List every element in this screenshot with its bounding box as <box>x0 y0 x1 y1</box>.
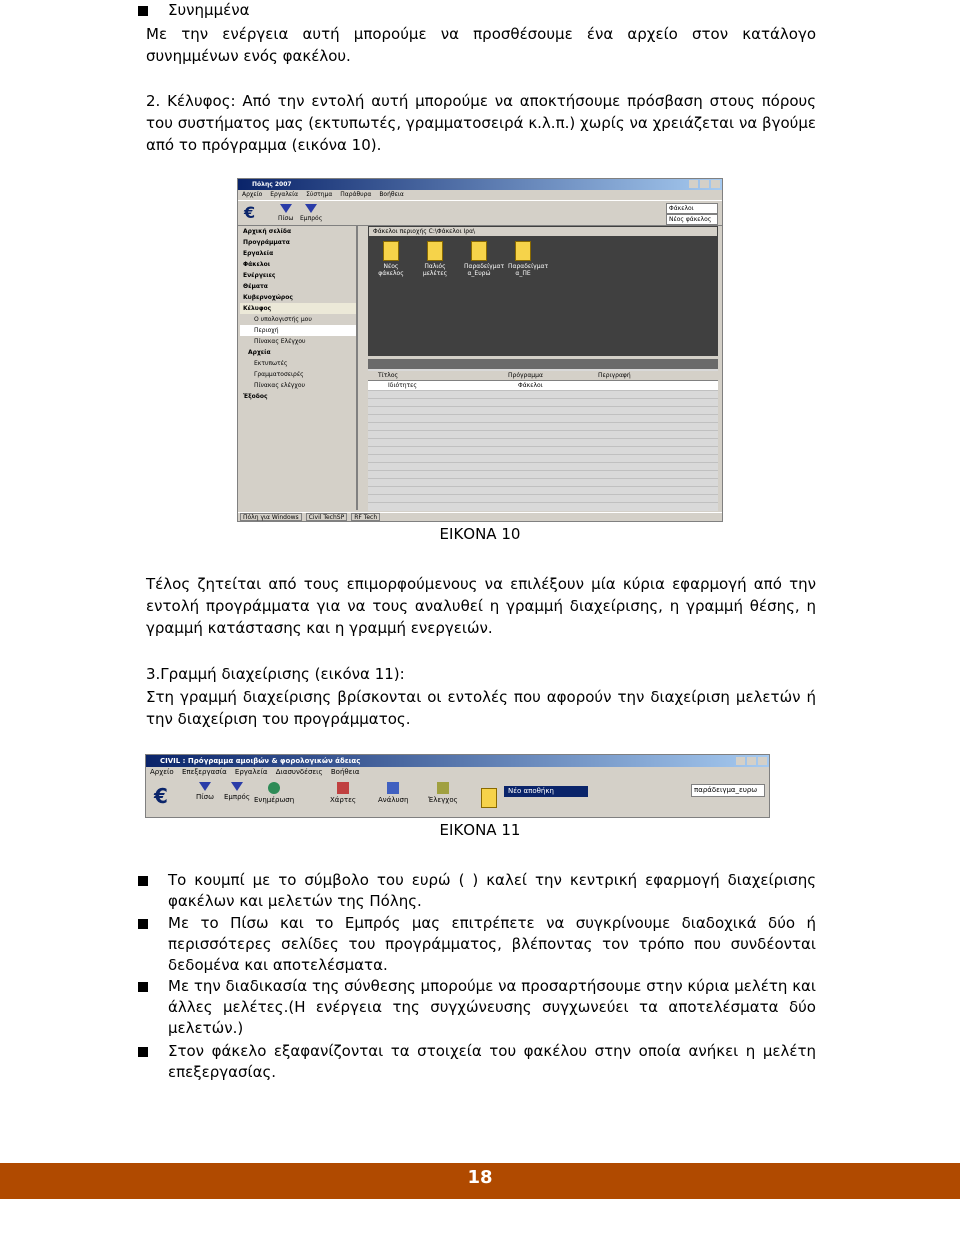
check-icon <box>437 782 449 794</box>
window-title: CIVIL : Πρόγραμμα αμοιβών & φορολογικών άδειας <box>160 757 361 765</box>
sidebar-subitem-fonts[interactable]: Γραμματοσειρές <box>254 371 304 378</box>
forward-button[interactable] <box>224 782 250 801</box>
forward-button[interactable] <box>300 204 322 222</box>
maps-button[interactable] <box>330 782 356 804</box>
bullet-attachments <box>146 0 816 21</box>
bullet-square-icon <box>138 1047 148 1057</box>
bullet-back-forward <box>146 913 816 976</box>
forward-arrow-icon <box>231 782 243 791</box>
end-paragraph: Τέλος ζητείται από τους επιμορφούμενους να επιλέξουν μία κύρια εφαρμογή από την εντολή προγράμματα για να τους αναλυθεί η γραμμή διαχείρισης, η γραμμή θέσης, η γραμμή κατάστασης και η γραμμή ενεργειών. <box>146 575 816 637</box>
new-folder-link[interactable]: Νέος φάκελος <box>666 214 718 225</box>
page-number: 18 <box>467 1167 493 1188</box>
sidebar-item-tools[interactable]: Εργαλεία <box>243 250 274 257</box>
folder-icon <box>427 241 443 261</box>
menu-help[interactable]: Βοήθεια <box>330 768 360 776</box>
bullet-composition <box>146 976 816 1039</box>
table-toolbar <box>368 359 718 369</box>
minimize-icon[interactable] <box>689 180 698 188</box>
figure-11-caption: ΕΙΚΟΝΑ 11 <box>439 821 521 839</box>
forward-label: Εμπρός <box>224 793 250 801</box>
taskbar-item[interactable]: Civil TechSP <box>306 513 348 521</box>
folder-path: Φάκελοι περιοχής C:\Φάκελοι Ιρα\ <box>369 227 717 236</box>
folder-item[interactable] <box>420 241 450 277</box>
bullet-text: Με την διαδικασία της σύνθεσης μπορούμε να προσαρτήσουμε στην κύρια μελέτη και άλλες μελέτες.(Η ενέργεια της συγχώνευσης συγχωνεύει τα αποτελέσματα δύο μελετών.) <box>168 977 816 1037</box>
back-arrow-icon <box>199 782 211 791</box>
analysis-label: Ανάλυση <box>378 796 409 804</box>
maps-label: Χάρτες <box>330 796 356 804</box>
figure-11-screenshot <box>145 754 770 818</box>
sidebar-subitem-control-panel[interactable]: Πίνακας Ελέγχου <box>254 338 306 345</box>
folder-item[interactable] <box>508 241 549 277</box>
section-3-paragraph: Στη γραμμή διαχείρισης βρίσκονται οι εντολές που αφορούν την διαχείριση μελετών ή την διαχείριση του προγράμματος. <box>146 688 816 728</box>
back-button[interactable] <box>278 204 293 222</box>
bullet-square-icon <box>138 6 148 16</box>
taskbar-item[interactable]: RF Tech <box>351 513 380 521</box>
bullet-euro-button <box>146 870 816 912</box>
figure-10-screenshot <box>237 178 723 522</box>
menu-bar <box>238 190 722 201</box>
cell-program: Φάκελοι <box>518 382 543 389</box>
col-program[interactable]: Πρόγραμμα <box>508 372 543 379</box>
menu-connections[interactable]: Διασυνδέσεις <box>275 768 323 776</box>
bullet-square-icon <box>138 982 148 992</box>
back-label: Πίσω <box>278 215 294 222</box>
figure-10-caption: ΕΙΚΟΝΑ 10 <box>439 525 521 543</box>
back-label: Πίσω <box>196 793 214 801</box>
col-title[interactable]: Τίτλος <box>378 372 399 379</box>
files-table <box>368 359 718 511</box>
folder-icons <box>368 237 718 281</box>
menu-file[interactable]: Αρχείο <box>150 768 174 776</box>
sidebar <box>240 226 358 510</box>
sidebar-item-home[interactable]: Αρχική σελίδα <box>243 228 292 235</box>
sidebar-item-files[interactable]: Αρχεία <box>248 349 271 356</box>
window-titlebar <box>146 755 769 767</box>
window-title: Πόλης 2007 <box>252 181 292 188</box>
taskbar <box>238 512 723 521</box>
table-row[interactable] <box>368 381 718 390</box>
taskbar-item[interactable]: Πόλη για Windows <box>240 513 302 521</box>
map-icon <box>337 782 349 794</box>
sidebar-item-programs[interactable]: Προγράμματα <box>243 239 290 246</box>
window-titlebar <box>238 179 722 190</box>
euro-icon[interactable]: € <box>244 203 256 222</box>
page-footer <box>0 1163 960 1199</box>
menu-bar <box>146 767 769 778</box>
sidebar-subitem-printers[interactable]: Εκτυπωτές <box>254 360 288 367</box>
back-arrow-icon <box>280 204 292 213</box>
bullet-square-icon <box>138 919 148 929</box>
table-header <box>368 371 718 381</box>
toolbar <box>146 778 769 816</box>
folder-icon <box>383 241 399 261</box>
storage-dropdown[interactable]: Νέο αποθήκη <box>504 786 588 797</box>
folder-item[interactable] <box>376 241 406 277</box>
menu-system[interactable]: Σύστημα <box>306 191 333 198</box>
menu-help[interactable]: Βοήθεια <box>379 191 404 198</box>
update-button[interactable] <box>254 782 294 804</box>
folder-label: Νέος φάκελος <box>378 263 404 277</box>
sidebar-item-shell[interactable]: Κέλυφος <box>240 303 356 314</box>
sidebar-item-folders[interactable]: Φάκελοι <box>243 261 271 268</box>
shell-paragraph: 2. Κέλυφος: Από την εντολή αυτή μπορούμε να αποκτήσουμε πρόσβαση στους πόρους του συστήματος μας (εκτυπωτές, γραμματοσειρά κ.λ.π.) χωρίς να χρειάζεται να βγούμε από το πρόγραμμα (εικόνα 10). <box>146 92 816 154</box>
folder-icon <box>471 241 487 261</box>
sidebar-item-topics[interactable]: Θέματα <box>243 283 268 290</box>
folder-label: Παραδείγματ α_ΠΕ <box>508 263 549 277</box>
sidebar-item-cyberspace[interactable]: Κυβερνοχώρος <box>243 294 293 301</box>
sidebar-item-actions[interactable]: Ενέργειες <box>243 272 276 279</box>
euro-icon[interactable]: € <box>154 784 168 808</box>
forward-label: Εμπρός <box>300 215 323 222</box>
menu-file[interactable]: Αρχείο <box>242 191 263 198</box>
cell-title: Ιδιότητες <box>388 382 417 389</box>
folder-icon <box>515 241 531 261</box>
sidebar-item-exit[interactable]: Έξοδος <box>243 393 268 400</box>
bullet-square-icon <box>138 876 148 886</box>
check-button[interactable] <box>428 782 458 804</box>
close-icon[interactable] <box>711 180 720 188</box>
menu-tools[interactable]: Εργαλεία <box>270 191 299 198</box>
sidebar-subitem-area[interactable]: Περιοχή <box>240 325 356 336</box>
analysis-icon <box>387 782 399 794</box>
folder-label: Παραδείγματ α_Ευρώ <box>464 263 505 277</box>
close-icon[interactable] <box>758 757 767 765</box>
folder-label: Παλιός μελέτες <box>422 263 448 277</box>
col-description[interactable]: Περιγραφή <box>598 372 631 379</box>
menu-tools[interactable]: Εργαλεία <box>234 768 268 776</box>
bullet-text: Το κουμπί με το σύμβολο του ευρώ ( ) καλεί την κεντρική εφαρμογή διαχείρισης φακέλων και μελετών της Πόλης. <box>168 871 816 910</box>
forward-arrow-icon <box>305 204 317 213</box>
menu-windows[interactable]: Παράθυρα <box>340 191 372 198</box>
minimize-icon[interactable] <box>736 757 745 765</box>
toolbar <box>238 201 722 226</box>
back-button[interactable] <box>196 782 214 801</box>
bullet-text: Με το Πίσω και το Εμπρός μας επιτρέπετε να συγκρίνουμε διαδοχικά δύο ή περισσότερες σελίδες του προγράμματος, βλέποντας τον τρόπο που συνδέονται δεδομένα και αποτελέσματα. <box>168 914 816 974</box>
sidebar-subitem-my-computer[interactable]: Ο υπολογιστής μου <box>254 316 312 323</box>
section-3-title: 3.Γραμμή διαχείρισης (εικόνα 11): <box>146 665 405 683</box>
attachments-paragraph: Με την ενέργεια αυτή μπορούμε να προσθέσουμε ένα αρχείο στον κατάλογο συνημμένων ενός φακέλου. <box>146 25 816 65</box>
bullet-text: Στον φάκελο εξαφανίζονται τα στοιχεία του φακέλου στην οποία ανήκει η μελέτη επεξεργασίας. <box>168 1042 816 1081</box>
update-label: Ενημέρωση <box>254 796 295 804</box>
table-empty-rows <box>368 390 718 508</box>
bullet-folder <box>146 1041 816 1083</box>
maximize-icon[interactable] <box>700 180 709 188</box>
folder-icon[interactable] <box>481 788 497 808</box>
bullet-text: Συνημμένα <box>168 1 250 19</box>
globe-icon <box>268 782 280 794</box>
study-link[interactable]: παράδειγμα_ευρω <box>691 784 765 797</box>
folders-panel-label[interactable]: Φάκελοι <box>666 203 718 214</box>
folders-view <box>368 226 718 356</box>
check-label: Έλεγχος <box>428 796 458 804</box>
menu-edit[interactable]: Επεξεργασία <box>181 768 227 776</box>
folder-item[interactable] <box>464 241 505 277</box>
sidebar-subitem-control-table[interactable]: Πίνακας ελέγχου <box>254 382 305 389</box>
analysis-button[interactable] <box>378 782 408 804</box>
maximize-icon[interactable] <box>747 757 756 765</box>
